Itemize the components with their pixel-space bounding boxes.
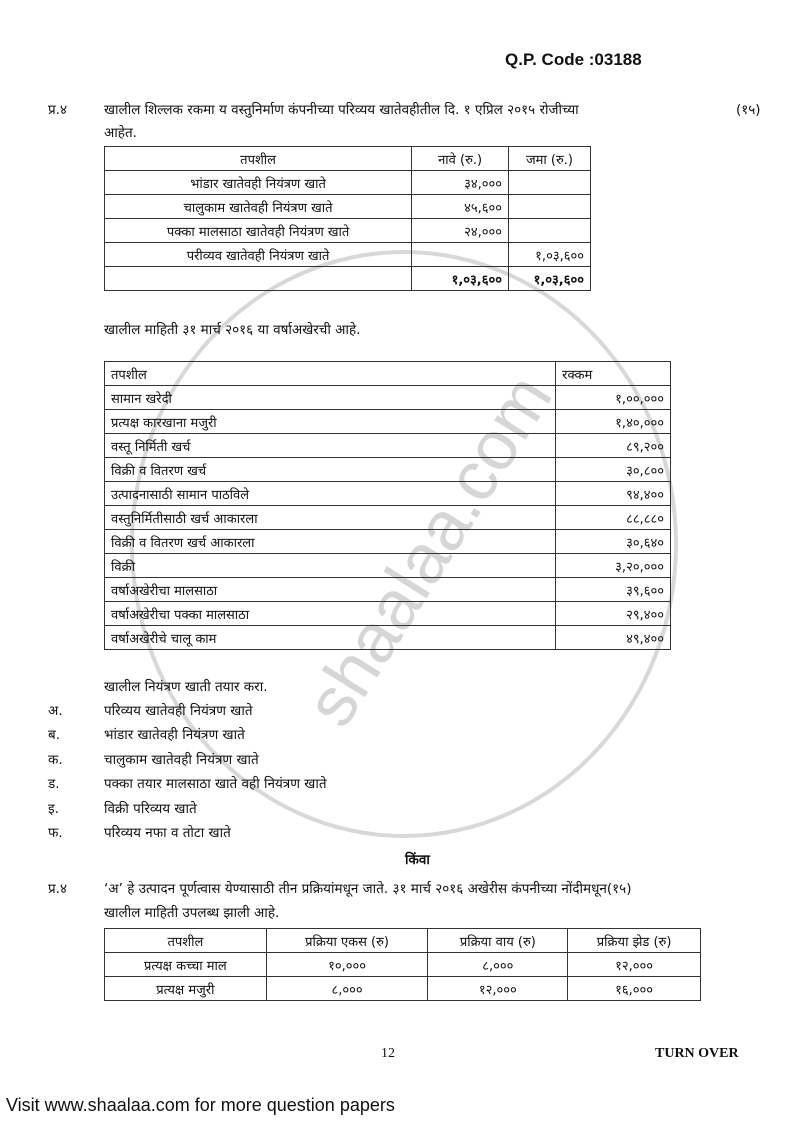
q1-number: प्र.४ <box>48 102 67 118</box>
table-cell: १,०३,६०० <box>412 267 509 291</box>
q2-text-line1: ‘अ’ हे उत्पादन पूर्णत्वास येण्यासाठी तीन प्रक्रियांमधून जाते. ३१ मार्च २०१६ अखेरीस कंपनीच्या नोंदीमधून(१५) <box>104 881 632 897</box>
table-header: प्रक्रिया वाय (रु) <box>428 929 568 953</box>
table-cell: ३४,००० <box>412 171 509 195</box>
table-cell: सामान खरेदी <box>105 386 556 410</box>
q2-number: प्र.४ <box>48 881 67 897</box>
table-row <box>105 626 671 650</box>
table-row <box>105 953 701 977</box>
qp-code: Q.P. Code :03188 <box>505 50 642 69</box>
table-cell: ३०,८०० <box>556 458 671 482</box>
turn-over-label: TURN OVER <box>655 1046 739 1061</box>
list-item-label: फ. <box>48 825 63 841</box>
list-item-label: क. <box>48 752 63 768</box>
table-cell: वर्षाअखेरीचा पक्का मालसाठा <box>105 602 556 626</box>
table-cell: वर्षाअखेरीचा मालसाठा <box>105 578 556 602</box>
table-header: तपशील <box>105 147 412 171</box>
table-cell: १२,००० <box>428 977 568 1001</box>
year-end-info-table <box>104 361 671 650</box>
footer-visit-line: Visit www.shaalaa.com for more question papers <box>6 1095 395 1115</box>
table-cell: प्रत्यक्ष कारखाना मजुरी <box>105 410 556 434</box>
table-cell: ८८,८८० <box>556 506 671 530</box>
table-header: तपशील <box>105 929 267 953</box>
list-item-label: ड. <box>48 776 60 792</box>
table-cell: प्रत्यक्ष कच्चा माल <box>105 953 267 977</box>
table-cell <box>509 195 591 219</box>
table-row <box>105 219 591 243</box>
table-cell: ८९,२०० <box>556 434 671 458</box>
table-cell: विक्री <box>105 554 556 578</box>
table-row <box>105 602 671 626</box>
table-cell: प्रत्यक्ष मजुरी <box>105 977 267 1001</box>
table-cell: १,०३,६०० <box>509 243 591 267</box>
table-cell: उत्पादनासाठी सामान पाठविले <box>105 482 556 506</box>
table-row <box>105 482 671 506</box>
prepare-line: खालील नियंत्रण खाती तयार करा. <box>104 679 268 695</box>
table-cell: ४९,४०० <box>556 626 671 650</box>
table-header: तपशील <box>105 362 556 386</box>
table-header: प्रक्रिया एकस (रु) <box>266 929 428 953</box>
table-row <box>105 386 671 410</box>
table-row <box>105 434 671 458</box>
table-cell: १२,००० <box>568 953 701 977</box>
table-cell: वर्षाअखेरीचे चालू काम <box>105 626 556 650</box>
table-cell: वस्तू निर्मिती खर्च <box>105 434 556 458</box>
table-cell: विक्री व वितरण खर्च आकारला <box>105 530 556 554</box>
table-row <box>105 458 671 482</box>
table-cell <box>412 243 509 267</box>
q2-text-line2: खालील माहिती उपलब्ध झाली आहे. <box>104 905 280 921</box>
table-cell: ४५,६०० <box>412 195 509 219</box>
table-cell: ९४,४०० <box>556 482 671 506</box>
table-cell <box>509 219 591 243</box>
table-total-row <box>105 267 591 291</box>
table-row <box>105 977 701 1001</box>
table-cell: भांडार खातेवही नियंत्रण खाते <box>105 171 412 195</box>
list-item: पक्का तयार मालसाठा खाते वही नियंत्रण खाते <box>104 776 327 792</box>
table-cell: वस्तुनिर्मितीसाठी खर्च आकारला <box>105 506 556 530</box>
table-cell: ८,००० <box>266 977 428 1001</box>
info-line: खालील माहिती ३१ मार्च २०१६ या वर्षाअखेरची आहे. <box>104 322 361 338</box>
table-cell: चालुकाम खातेवही नियंत्रण खाते <box>105 195 412 219</box>
table-row <box>105 195 591 219</box>
list-item: चालुकाम खातेवही नियंत्रण खाते <box>104 752 259 768</box>
table-row <box>105 243 591 267</box>
table-header-row <box>105 147 591 171</box>
process-cost-table <box>104 928 701 1001</box>
table-header: प्रक्रिया झेड (रु) <box>568 929 701 953</box>
table-row <box>105 410 671 434</box>
list-item-label: ब. <box>48 727 60 743</box>
list-item: विक्री परिव्यय खाते <box>104 801 197 817</box>
table-header: नावे (रु.) <box>412 147 509 171</box>
list-item: परिव्यय खातेवही नियंत्रण खाते <box>104 703 253 719</box>
list-item-label: इ. <box>48 801 59 817</box>
list-item: भांडार खातेवही नियंत्रण खाते <box>104 727 245 743</box>
table-cell: २९,४०० <box>556 602 671 626</box>
list-item-label: अ. <box>48 703 63 719</box>
page-number: 12 <box>381 1046 395 1061</box>
table-cell: ८,००० <box>428 953 568 977</box>
opening-balances-table <box>104 146 591 291</box>
q1-marks: (१५) <box>736 102 761 118</box>
table-header-row <box>105 929 701 953</box>
table-cell: ३,२०,००० <box>556 554 671 578</box>
table-cell: पक्का मालसाठा खातेवही नियंत्रण खाते <box>105 219 412 243</box>
watermark-text: shaalaa.com <box>290 361 567 739</box>
table-cell: परीव्यव खातेवही नियंत्रण खाते <box>105 243 412 267</box>
table-header: रक्कम <box>556 362 671 386</box>
q1-text-line1: खालील शिल्लक रकमा य वस्तुनिर्माण कंपनीच्या परिव्यय खातेवहीतील दि. १ एप्रिल २०१५ रोजीच्या <box>104 102 579 118</box>
table-cell: १६,००० <box>568 977 701 1001</box>
table-row <box>105 530 671 554</box>
table-cell: ३९,६०० <box>556 578 671 602</box>
table-cell: १,०३,६०० <box>509 267 591 291</box>
table-row <box>105 554 671 578</box>
table-cell: विक्री व वितरण खर्च <box>105 458 556 482</box>
table-row <box>105 506 671 530</box>
table-row <box>105 171 591 195</box>
table-cell: १,४०,००० <box>556 410 671 434</box>
q1-text-line2: आहेत. <box>104 125 137 141</box>
table-cell: १०,००० <box>266 953 428 977</box>
table-header: जमा (रु.) <box>509 147 591 171</box>
table-cell: २४,००० <box>412 219 509 243</box>
table-cell: ३०,६४० <box>556 530 671 554</box>
table-row <box>105 578 671 602</box>
table-cell <box>509 171 591 195</box>
table-header-row <box>105 362 671 386</box>
table-cell <box>105 267 412 291</box>
list-item: परिव्यय नफा व तोटा खाते <box>104 825 231 841</box>
or-separator: किंवा <box>405 852 430 868</box>
table-cell: १,००,००० <box>556 386 671 410</box>
